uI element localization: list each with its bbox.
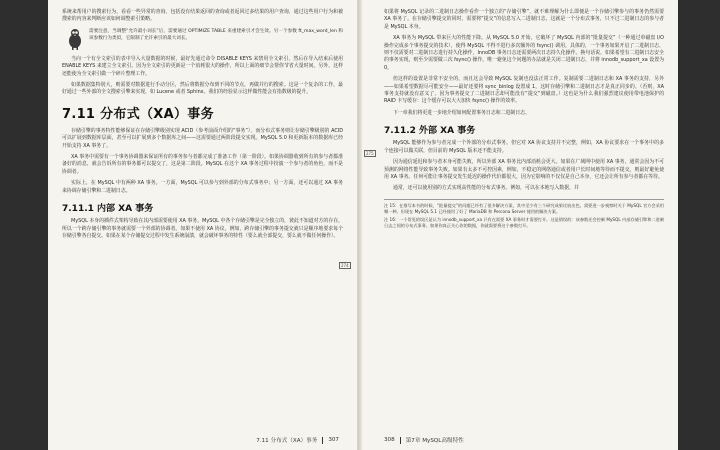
- page-number: 308: [384, 437, 395, 443]
- footnote: 注 15：在推写本书的时候，“批量提交”的问题已经有了很多解决方案，其中至少有三个研究成果比较出色。需要进一步观察时关于 MySQL 官方会采用哪一种。但现在 MySQL 5.1 已经使用了好了 MariaDB 和 Percona Server 使用的解决方案。: [384, 202, 664, 214]
- footnotes: [384, 199, 664, 230]
- note-box: [66, 28, 343, 50]
- footnote: 注 16：一个常见的误区是认为 innodb_support_xa 只有在需要 XA 事务时才需要打开。这是错误的：该参数还会控制 MySQL 内部存储引擎和二进制日志之间的分布式事务。如果你真正关心你的数据，你就需要将这个参数打开。: [384, 217, 664, 229]
- footer-chapter-title: 第7章 MySQL高级特性: [405, 438, 464, 444]
- paragraph: 因为通信延迟和参与者本身可能失败，所以外部 XA 事务比内部消耗会更大。如果在广域网中使用 XA 事务，通常会因为不可预测的网络性能导致事务失败。如果有太多不可控因素，例如，不稳定的网络通信或者用户长时间地等待而不提交，则最好避免使用 XA 事务。任何可能让事务提交发生延迟的操作代价都很大，因为它影响的不仅仅是自己本身，它还会让所有参与者都在等待。: [384, 159, 664, 180]
- footer-divider: [322, 437, 323, 444]
- section-heading: 7.11.1 内部 XA 事务: [62, 204, 154, 215]
- original-page-marker: 274: [341, 263, 349, 268]
- footer-divider: [400, 437, 401, 444]
- paragraph: XA 事务中需要有一个事务协调器来保证所有的事务参与者都完成了准备工作（第一阶段）。如果协调器收到所有的参与者都准备好的消息，就会告诉所有的事务都可以提交了，这是第二阶段。MySQL 在这个 XA 事务过程中扮演一个参与者的角色，而不是协调者。: [62, 154, 343, 175]
- note-text: 需要注意，当调整“允许最小词长”后，需要通过 OPTIMIZE TABLE 来重建索引才会生效。另一个参数 ft_max_word_len 和该参数行为类似，它限制了允许索引的最大词长。: [89, 28, 343, 41]
- original-page-marker: 275: [366, 151, 374, 156]
- paragraph: 存储引擎的事务特性能够保证在存储引擎级别实现 ACID（参考前面介绍的“事务”），而分布式事务则让存储引擎级别的 ACID 可以扩展到数据库层面，甚至可以扩展到多个数据库之间——这需要通过两阶段提交实现。MySQL 5.0 和更新版本的数据库已经开始支持 XA 事务了。: [62, 127, 343, 149]
- page-footer: [384, 436, 464, 444]
- note-crow-icon: [66, 28, 84, 50]
- paragraph: 实际上，在 MySQL 中有两种 XA 事务。一方面，MySQL 可以参与到外部的分布式事务中；另一方面，还可以通过 XA 事务来协调存储引擎和二进制日志。: [62, 180, 343, 194]
- page-number: 307: [328, 437, 339, 443]
- paragraph: 系统来帮用户的搜索行为，看看一些异常的查询，包括没有结果返回的查询或者返回过多结果的用户查询，通过这些用户行为和被搜索的内容来判断应该如何调整索引策略。: [62, 9, 343, 23]
- paragraph: 当向一个有全文索引的表中导入大量数据的时候，最好先通过命令 DISABLE KEYS 来禁用全文索引，然后在导入结束后使用 ENABLE KEYS 来建立全文索引。因为全文索引的更新是一个消耗很大的操作，所以上面的细节会帮你节省大量时间。另外，这样还能使为全文索引做一个碎片整理工作。: [62, 55, 343, 77]
- paragraph: MySQL 能够作为参与者完成一个外部的分布式事务。但它对 XA 协议支持并不完整，例如，XA 协议要求在一个事务中的多个连接可以做关联，但目前的 MySQL 版本还不能支持。: [384, 140, 664, 154]
- footer-section-title: 7.11 分布式（XA）事务: [256, 438, 318, 444]
- page-footer: [256, 436, 339, 444]
- left-page: [48, 0, 358, 450]
- paragraph: 但这样的设置是非常不安全的，而且这会导致 MySQL 复制也没法正常工作。复制需要二进制日志和 XA 事务的支持，另外——如果希望数据尽可能安全——最好还要将 sync_binlog 设置成 1，这时存储引擎和二进制日志才是真正同步的。（否则，XA 事务支持就没有意义了，因为事务提交了二进制日志却可能没有“提交”到磁盘。）这也是为什么我们强烈建议使用带电池保护的 RAID 卡写缓存：这个缓存可以大大加快 fsync() 操作的效率。: [384, 76, 664, 105]
- paragraph: MySQL 本身的插件式架构导致在其内部需要使用 XA 事务。MySQL 中各个存储引擎是完全独立的，彼此不知道对方的存在，所以一个跨存储引擎的事务就需要一个外部的协调者。如果不使用 XA 协议，例如，跨存储引擎的事务提交就只是顺序地要求每个存储引擎各自提交。如果在某个存储提交过程中发生系统崩溃，就会破坏事务的特性（要么就全部提交，要么就不做任何操作）。: [62, 218, 343, 239]
- paragraph: XA 事务为 MySQL 带来巨大的性能下降。从 MySQL 5.0 开始，它破坏了 MySQL 内部的“批量提交”（一种通过单磁盘 I/O 操作完成多个事务提交的技术），使得 MySQL 不得不进行多次额外的 fsync() 调用。具体的，一个事务如果开启了二进制日志，则不仅需要对二进制日志进行持久化操作，InnoDB 事务日志还需要两次日志持久化操作。换句话说，如果希望有二进制日志安全的事务实现，则至少需要做三次 fsync() 操作。唯一避免这个问题的办法就是关闭二进制日志，并将 innodb_support_xa 设置为 0。: [384, 35, 664, 71]
- chapter-heading: 7.11 分布式（XA）事务: [62, 106, 214, 122]
- right-page: [362, 0, 678, 450]
- paragraph: 如果将 MySQL 记录的二进制日志操作看作一个独立的“存储引擎”，就不难理解为什么即便是一个存储引擎参与的事务仍然需要 XA 事务了。在存储引擎提交的同时，需要将“提交”的信息写入二进制日志，这就是一个分布式事务，只不过二进制日志的参与者是 MySQL 本身。: [384, 9, 664, 30]
- section-heading: 7.11.2 外部 XA 事务: [384, 126, 476, 137]
- paragraph: 通常，还可以使用别的方式实现高性能的分布式事务。例如，可以在本地写入数据，并: [393, 185, 579, 192]
- paragraph: 如果数据集特别大，则需要对数据进行手动分区，然后将数据分布到不同的节点，再做并行的搜索。这是一个复杂的工作，最好通过一些外部的全文搜索引擎来实现，如 Lucene 或者 Sphinx。我们的经验显示这样做性能会有指数级的提升。: [62, 82, 343, 96]
- paragraph: 下一章我们将更进一步地介绍如何配置事务日志和二进制日志。: [393, 109, 530, 116]
